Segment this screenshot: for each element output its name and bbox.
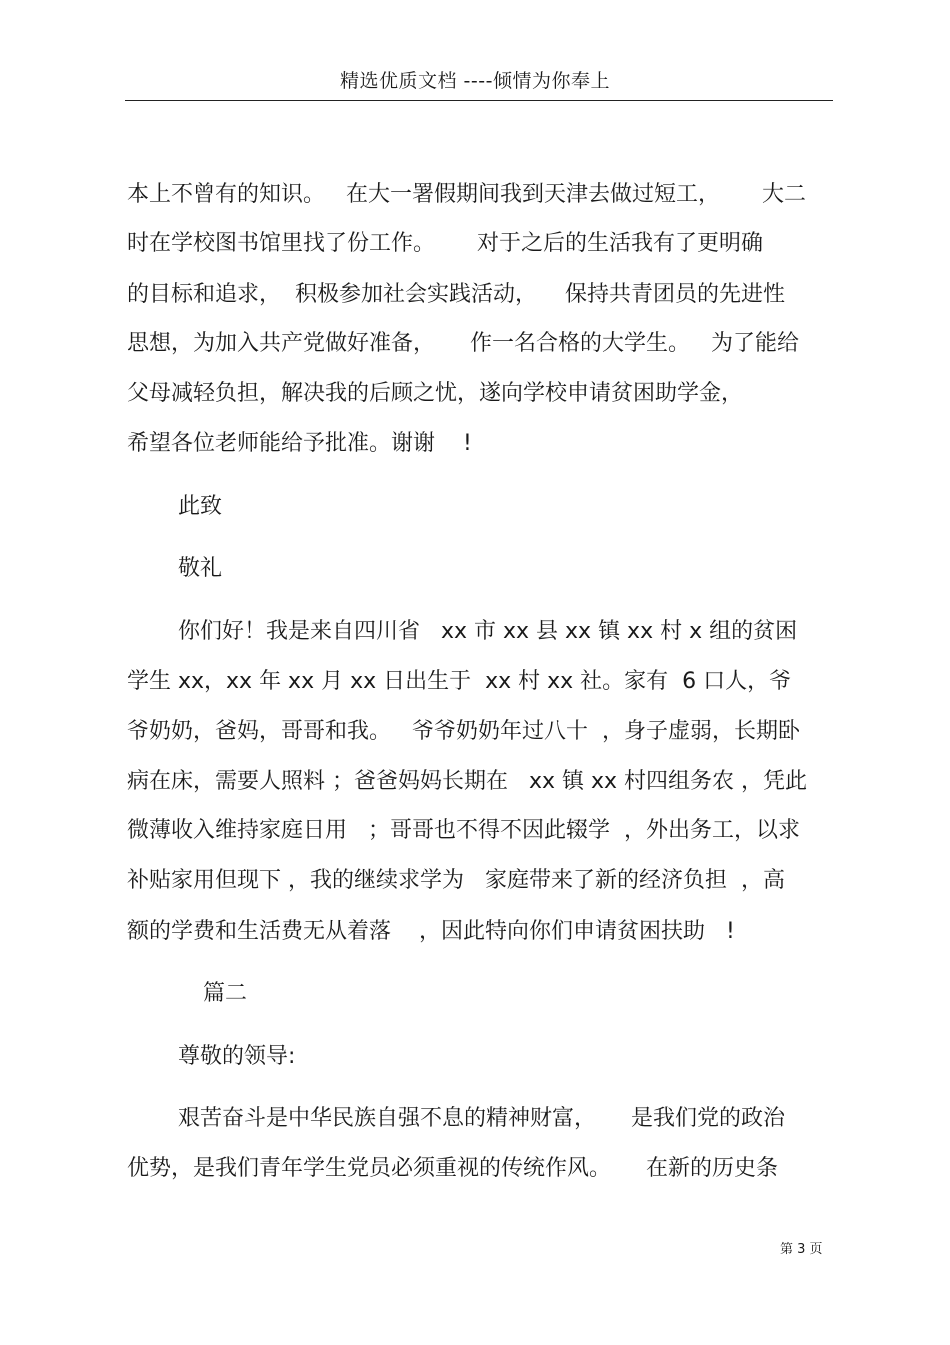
page-header: 精选优质文档 ----倾情为你奉上	[340, 70, 610, 92]
body-line-12: 病在床，需要人照料 ；爸爸妈妈长期在 xx 镇 xx 村四组务农 ，凭此	[127, 769, 808, 794]
section-heading: 篇二	[203, 981, 248, 1006]
body-line-1: 本上不曾有的知识。 在大一署假期间我到天津去做过短工， 大二	[127, 182, 806, 207]
body-line-2: 时在学校图书馆里找了份工作。 对于之后的生活我有了更明确	[127, 231, 763, 256]
body-line-3: 的目标和追求， 积极参加社会实践活动， 保持共青团员的先进性	[127, 282, 785, 307]
letter-greeting: 尊敬的领导:	[178, 1044, 296, 1069]
body-line-19: 优势，是我们青年学生党员必须重视的传统作风。 在新的历史条	[127, 1156, 778, 1181]
salutation-cizhi: 此致	[178, 494, 223, 519]
salutation-jingli: 敬礼	[178, 556, 223, 581]
body-line-18: 艰苦奋斗是中华民族自强不息的精神财富， 是我们党的政治	[178, 1106, 785, 1131]
body-line-6: 希望各位老师能给予批准。谢谢 !	[127, 431, 472, 456]
page-number: 第 3 页	[780, 1242, 823, 1257]
body-line-13: 微薄收入维持家庭日用 ；哥哥也不得不因此辍学 ，外出务工，以求	[127, 818, 800, 843]
body-line-10: 学生 xx，xx 年 xx 月 xx 日出生于 xx 村 xx 社。家有 6 口人，爷	[127, 669, 792, 694]
header-divider	[125, 100, 833, 101]
body-line-11: 爷奶奶，爸妈，哥哥和我。 爷爷奶奶年过八十 ，身子虚弱，长期卧	[127, 719, 800, 744]
body-line-15: 额的学费和生活费无从着落 ，因此特向你们申请贫困扶助 !	[127, 919, 735, 944]
body-line-9: 你们好！我是来自四川省 xx 市 xx 县 xx 镇 xx 村 x 组的贫困	[178, 619, 798, 644]
body-line-14: 补贴家用但现下 ，我的继续求学为 家庭带来了新的经济负担 ，高	[127, 868, 785, 893]
body-line-5: 父母减轻负担，解决我的后顾之忧，遂向学校申请贫困助学金，	[127, 381, 744, 406]
body-line-4: 思想，为加入共产党做好准备， 作一名合格的大学生。 为了能给	[127, 331, 799, 356]
